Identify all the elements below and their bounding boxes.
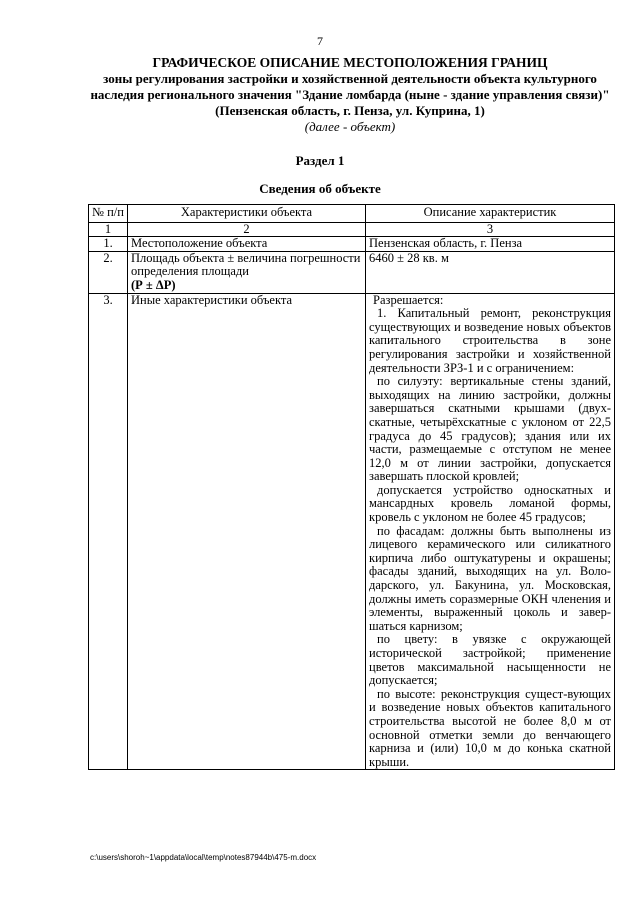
description-paragraph: Разрешается: — [373, 292, 444, 307]
footer-file-path: c:\users\shoroh~1\appdata\local\temp\notes87944b\475-m.docx — [90, 853, 317, 862]
numbering-cell: 2 — [128, 222, 366, 237]
description-paragraph: по силуэту: вертикальные стены зданий, выходящих на линию застройки, должны завершаться скатными крышами (двух-скатные, четырёхскатные с уклоном от 22,5 градуса до 45 градусов); здания или их части, размещаемые с отступом не менее 12,0 м от линии застройки, допускается завершать плоской кровлей; — [369, 374, 611, 484]
header-characteristic: Характеристики объекта — [128, 205, 366, 223]
row-characteristic — [128, 251, 366, 293]
table-numbering-row — [89, 222, 615, 237]
row-characteristic: Иные характеристики объекта — [128, 293, 366, 770]
row-number: 3. — [89, 293, 128, 770]
object-info-table — [88, 204, 615, 770]
numbering-cell: 3 — [366, 222, 615, 237]
document-title — [90, 55, 610, 135]
title-line-2: зоны регулирования застройки и хозяйственной деятельности объекта культурного — [103, 71, 597, 86]
description-paragraph: по цвету: в увязке с окружающей исторической застройкой; применение цветов максимальной насыщенности не допускается; — [369, 632, 611, 688]
table-row — [89, 293, 615, 770]
title-line-1: ГРАФИЧЕСКОЕ ОПИСАНИЕ МЕСТОПОЛОЖЕНИЯ ГРАНИЦ — [152, 55, 548, 70]
section-subtitle: Сведения об объекте — [259, 181, 381, 196]
header-number: № п/п — [89, 205, 128, 223]
section-title: Раздел 1 — [295, 153, 345, 168]
description-paragraph: по высоте: реконструкция сущест-вующих и возведение новых объектов капитального строительства высотой не более 8,0 м от основной отметки земли до венчающего карниза и (или) 10,0 м до конька скатной крыши. — [369, 686, 611, 769]
description-paragraph: допускается устройство односкатных и мансардных кровель ломаной формы, кровель с уклоном не более 45 градусов; — [369, 482, 611, 525]
description-paragraph: по фасадам: должны быть выполнены из лицевого керамического или силикатного кирпича либо оштукатурены и окрашены; фасады зданий, выходящих на ул. Воло-дарского, ул. Бакунина, ул. Московская, должны иметь соразмерные ОКН членения и элементы, выраженный цоколь и завер-шаться карнизом; — [369, 523, 611, 633]
table-row — [89, 237, 615, 252]
title-line-4: (Пензенская область, г. Пенза, ул. Куприна, 1) — [215, 103, 485, 118]
row-number: 2. — [89, 251, 128, 293]
row-characteristic: Местоположение объекта — [128, 237, 366, 252]
title-line-3: наследия регионального значения "Здание ломбарда (ныне - здание управления связи)" — [90, 87, 610, 102]
numbering-cell: 1 — [89, 222, 128, 237]
page-number: 7 — [317, 34, 323, 48]
characteristic-text: Площадь объекта ± величина погрешности определения площади — [131, 250, 361, 279]
description-paragraph: 1. Капитальный ремонт, реконструкция существующих и возведение новых объектов капитального строительства в зоне регулирования застройки и хозяйственной деятельности ЗРЗ-1 и с ограничением: — [369, 306, 611, 375]
characteristic-formula: (Р ± ΔР) — [131, 277, 176, 292]
table-header-row — [89, 205, 615, 223]
table-row — [89, 251, 615, 293]
row-description: Пензенская область, г. Пенза — [366, 237, 615, 252]
row-description: 6460 ± 28 кв. м — [366, 251, 615, 293]
header-description: Описание характеристик — [366, 205, 615, 223]
row-description — [366, 293, 615, 770]
row-number: 1. — [89, 237, 128, 252]
title-line-5: (далее - объект) — [304, 119, 396, 134]
